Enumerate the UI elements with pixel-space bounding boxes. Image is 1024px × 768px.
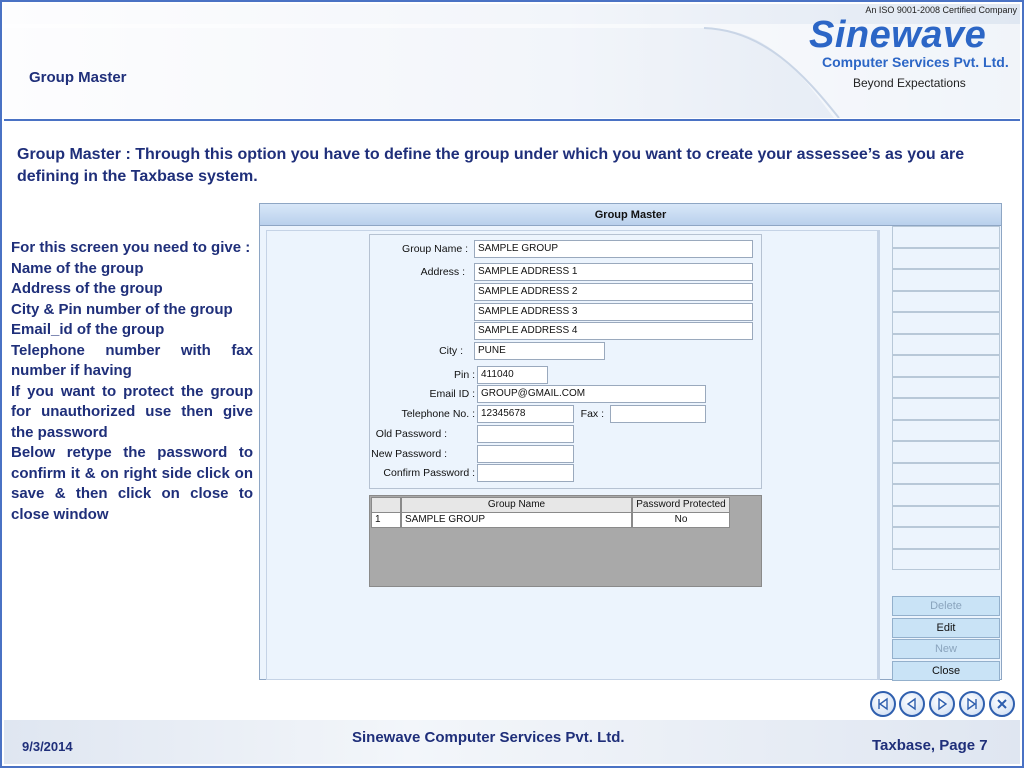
logo-subtitle: Computer Services Pvt. Ltd. bbox=[822, 54, 1009, 70]
email-input[interactable]: GROUP@GMAIL.COM bbox=[477, 385, 706, 403]
list-item[interactable] bbox=[892, 506, 1000, 528]
group-name-input[interactable]: SAMPLE GROUP bbox=[474, 240, 753, 258]
new-password-input[interactable] bbox=[477, 445, 574, 463]
header-divider bbox=[4, 119, 1020, 121]
list-item[interactable] bbox=[892, 398, 1000, 420]
first-icon bbox=[876, 697, 890, 711]
footer-page-number: Taxbase, Page 7 bbox=[872, 737, 988, 754]
exit-slide-button[interactable] bbox=[989, 691, 1015, 717]
list-item[interactable] bbox=[892, 527, 1000, 549]
city-input[interactable]: PUNE bbox=[474, 342, 605, 360]
pin-label: Pin : bbox=[453, 369, 475, 381]
grid-header-password-protected[interactable]: Password Protected bbox=[632, 497, 730, 513]
email-label: Email ID : bbox=[429, 388, 475, 400]
logo-iso-text: An ISO 9001-2008 Certified Company bbox=[865, 5, 1017, 15]
next-slide-button[interactable] bbox=[929, 691, 955, 717]
footer-date: 9/3/2014 bbox=[22, 739, 73, 754]
pin-input[interactable]: 411040 bbox=[477, 366, 548, 384]
instruction-line: Name of the group bbox=[11, 259, 144, 277]
table-row[interactable] bbox=[371, 513, 730, 528]
footer-company: Sinewave Computer Services Pvt. Ltd. bbox=[352, 729, 625, 746]
fax-label: Fax : bbox=[580, 408, 604, 420]
list-item[interactable] bbox=[892, 291, 1000, 313]
grid-header-cell bbox=[371, 497, 401, 513]
last-icon bbox=[965, 697, 979, 711]
logo-tagline: Beyond Expectations bbox=[853, 76, 966, 90]
next-icon bbox=[935, 697, 949, 711]
address-line-3-input[interactable]: SAMPLE ADDRESS 3 bbox=[474, 303, 753, 321]
instruction-line: City & Pin number of the group bbox=[11, 300, 233, 318]
instruction-line: Below retype the password to confirm it & on right side click on save & then click on close to close window bbox=[11, 444, 253, 523]
previous-slide-button[interactable] bbox=[899, 691, 925, 717]
exit-icon bbox=[995, 697, 1009, 711]
new-password-label: New Password : bbox=[371, 448, 447, 460]
instruction-line: For this screen you need to give : bbox=[11, 239, 251, 256]
instruction-line: Email_id of the group bbox=[11, 321, 165, 338]
company-logo bbox=[805, 4, 1021, 98]
telephone-input[interactable]: 12345678 bbox=[477, 405, 574, 423]
list-item[interactable] bbox=[892, 355, 1000, 377]
telephone-label: Telephone No. : bbox=[401, 408, 475, 420]
instruction-line: If you want to protect the group for unauthorized use then give the password bbox=[11, 382, 253, 441]
fax-input[interactable] bbox=[610, 405, 706, 423]
window-title: Group Master bbox=[260, 204, 1001, 226]
new-button[interactable]: New bbox=[892, 639, 1000, 659]
first-slide-button[interactable] bbox=[870, 691, 896, 717]
close-button[interactable]: Close bbox=[892, 661, 1000, 681]
address-line-2-input[interactable]: SAMPLE ADDRESS 2 bbox=[474, 283, 753, 301]
instruction-line: Address of the group bbox=[11, 280, 163, 297]
confirm-password-input[interactable] bbox=[477, 464, 574, 482]
list-item[interactable] bbox=[892, 441, 1000, 463]
list-item[interactable] bbox=[892, 269, 1000, 291]
address-line-1-input[interactable]: SAMPLE ADDRESS 1 bbox=[474, 263, 753, 281]
grid-cell-password-protected: No bbox=[632, 513, 730, 528]
list-item[interactable] bbox=[892, 549, 1000, 571]
instruction-line: Telephone number with fax number if having bbox=[11, 341, 253, 379]
old-password-label: Old Password : bbox=[375, 428, 447, 440]
list-item[interactable] bbox=[892, 248, 1000, 270]
edit-button[interactable]: Edit bbox=[892, 618, 1000, 638]
grid-cell-group-name: SAMPLE GROUP bbox=[401, 513, 632, 528]
last-slide-button[interactable] bbox=[959, 691, 985, 717]
address-label: Address : bbox=[420, 266, 465, 278]
list-item[interactable] bbox=[892, 377, 1000, 399]
side-list bbox=[892, 226, 1000, 570]
list-item[interactable] bbox=[892, 226, 1000, 248]
intro-text: Group Master : Through this option you have to define the group under which you want to create your assessee’s as you are defining in the Taxbase system. bbox=[17, 146, 965, 185]
slide-title: Group Master bbox=[29, 69, 127, 86]
delete-button[interactable]: Delete bbox=[892, 596, 1000, 616]
city-label: City : bbox=[439, 345, 463, 357]
list-item[interactable] bbox=[892, 463, 1000, 485]
list-item[interactable] bbox=[892, 312, 1000, 334]
grid-cell-index: 1 bbox=[371, 513, 401, 528]
old-password-input[interactable] bbox=[477, 425, 574, 443]
address-line-4-input[interactable]: SAMPLE ADDRESS 4 bbox=[474, 322, 753, 340]
list-item[interactable] bbox=[892, 334, 1000, 356]
group-grid bbox=[369, 495, 762, 587]
logo-brand: Sinewave bbox=[809, 14, 987, 56]
instructions bbox=[11, 238, 253, 525]
window-separator bbox=[878, 230, 880, 680]
previous-icon bbox=[905, 697, 919, 711]
group-name-label: Group Name : bbox=[402, 243, 468, 255]
list-item[interactable] bbox=[892, 484, 1000, 506]
grid-header bbox=[371, 497, 730, 513]
grid-header-group-name[interactable]: Group Name bbox=[401, 497, 632, 513]
confirm-password-label: Confirm Password : bbox=[383, 467, 475, 479]
list-item[interactable] bbox=[892, 420, 1000, 442]
